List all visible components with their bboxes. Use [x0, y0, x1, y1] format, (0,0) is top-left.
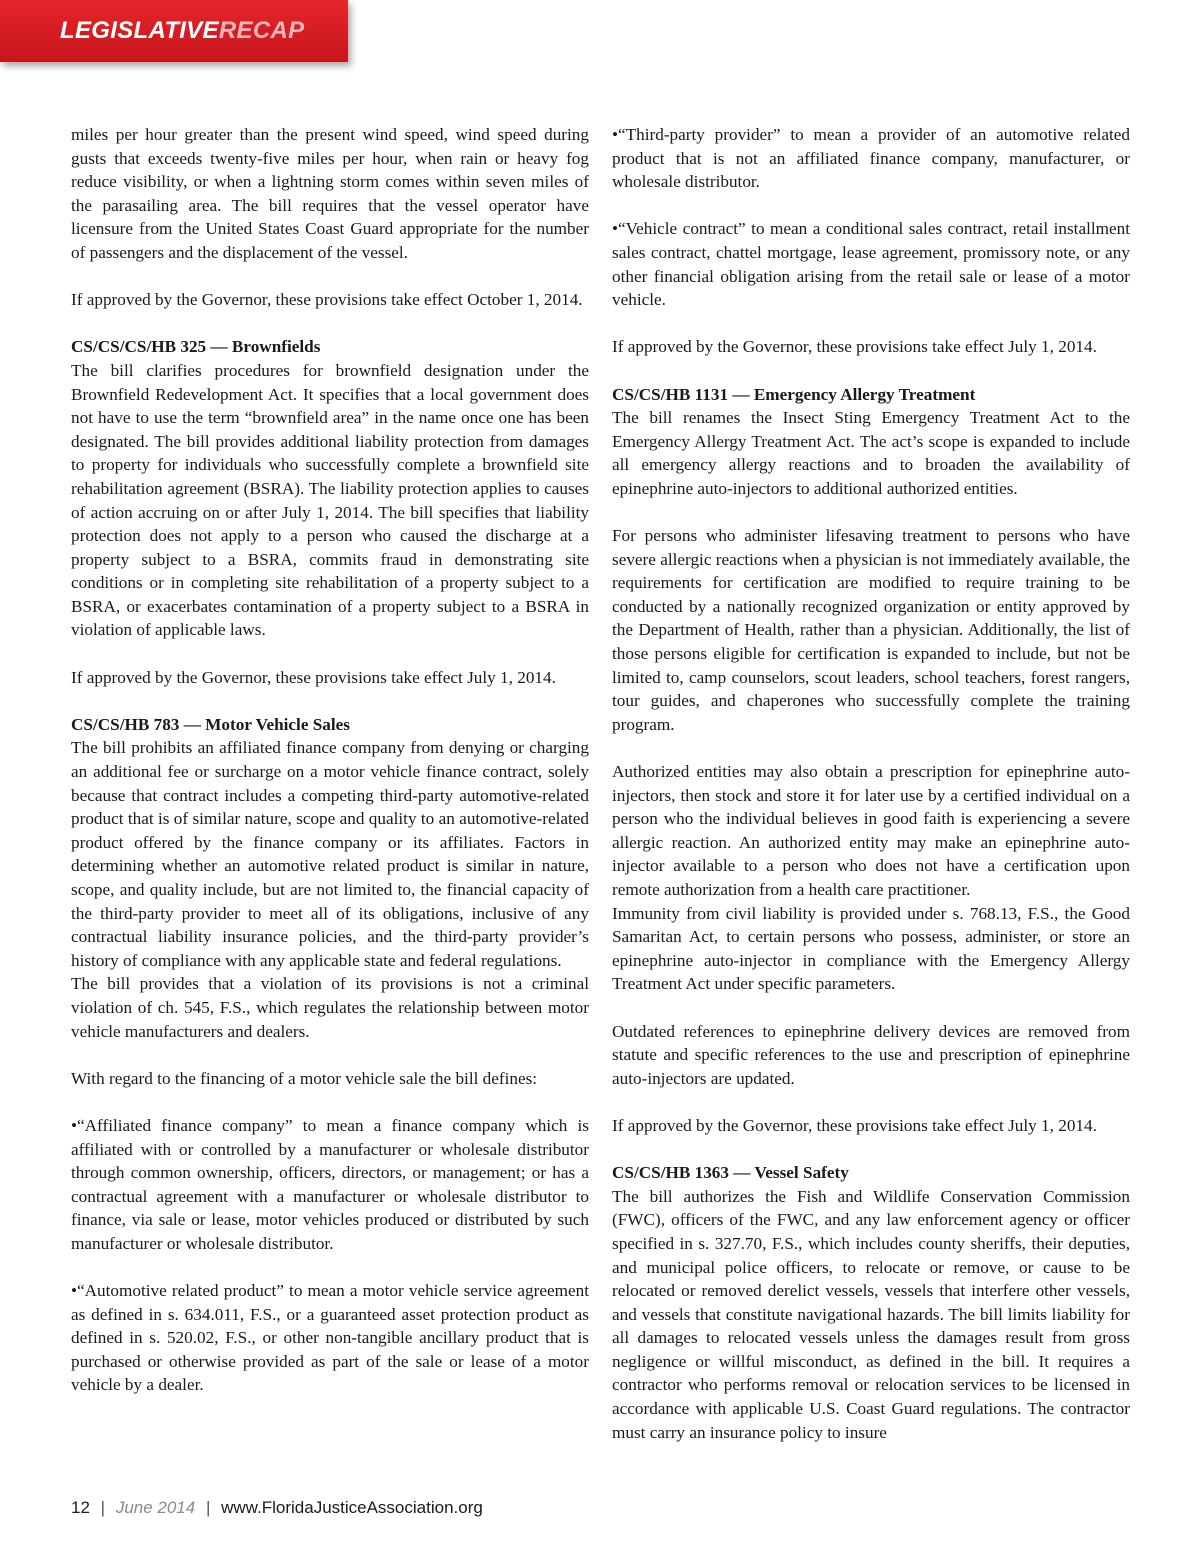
issue-date: June 2014: [115, 1498, 196, 1517]
definition-item: •“Third-party provider” to mean a provider of an automotive related product that is not an affiliated finance company, manufacturer, or wholesale distributor.: [612, 125, 1130, 192]
footer-separator: |: [100, 1498, 106, 1517]
section-title-light: RECAP: [218, 17, 305, 44]
paragraph: For persons who administer lifesaving treatment to persons who have severe allergic reactions when a physician is not immediately available, the requirements for certification are modified to require training to be conducted by a nationally recognized organization or entity approved by the Department of Health, rather than a physician. Additionally, the list of those persons eligible for certification is expanded to include, but not be limited to, camp counselors, scout leaders, school teachers, forest rangers, tour guides, and chaperones who successfully complete the training program.: [612, 526, 1130, 734]
effective-date: If approved by the Governor, these provisions take effect October 1, 2014.: [71, 290, 583, 310]
paragraph: Authorized entities may also obtain a prescription for epinephrine auto-injectors, then stock and store it for later use by a certified individual on a person who the individual believes in good faith is experiencing a severe allergic reaction. An authorized entity may make an epinephrine auto-injector available to a person who does not have a certification upon remote authorization from a health care practitioner.: [612, 762, 1130, 899]
definition-item: •“Vehicle contract” to mean a conditional sales contract, retail installment sales contract, chattel mortgage, lease agreement, promissory note, or any other financial obligation arising from the retail sale or lease of a motor vehicle.: [612, 219, 1130, 310]
paragraph: The bill prohibits an affiliated finance company from denying or charging an additional fee or surcharge on a motor vehicle finance contract, solely because that contract includes a competing third-party automotive-related product that is of similar nature, scope and quality to an automotive-related product offered by the finance company or its affiliates. Factors in determining whether an automotive related product is similar in nature, scope, and quality include, but are not limited to, the financial capacity of the third-party provider to meet all of its obligations, inclusive of any contractual liability insurance policies, and the third-party provider’s history of compliance with any applicable state and federal regulations.: [71, 738, 589, 970]
effective-date: If approved by the Governor, these provisions take effect July 1, 2014.: [612, 337, 1097, 357]
paragraph: Immunity from civil liability is provided under s. 768.13, F.S., the Good Samaritan Act, to certain persons who possess, administer, or store an epinephrine auto-injector in compliance with the Emergency Allergy Treatment Act under specific parameters.: [612, 903, 1130, 994]
bill-heading-emergency-allergy-treatment: CS/CS/HB 1131 — Emergency Allergy Treatment: [612, 384, 976, 404]
effective-date: If approved by the Governor, these provisions take effect July 1, 2014.: [71, 667, 556, 687]
page-number: 12: [71, 1498, 90, 1517]
bill-heading-vessel-safety: CS/CS/HB 1363 — Vessel Safety: [612, 1163, 849, 1183]
page-footer: [71, 1498, 483, 1518]
header-banner: [0, 0, 348, 62]
paragraph: The bill authorizes the Fish and Wildlife Conservation Commission (FWC), officers of the FWC, and any law enforcement agency or officer specified in s. 327.70, F.S., which includes county sheriffs, their deputies, and municipal police officers, to relocate or remove, or cause to be relocated or removed derelict vessels, vessels that interfere other vessels, and vessels that constitute navigational hazards. The bill limits liability for all damages to relocated vessels unless the damages result from gross negligence or willful misconduct, as defined in the bill. It requires a contractor who performs removal or relocation services to be licensed in accordance with applicable U.S. Coast Guard regulations. The contractor must carry an insurance policy to insure: [612, 1186, 1130, 1442]
footer-separator: |: [205, 1498, 211, 1517]
section-title-strong: LEGISLATIVE: [60, 17, 219, 44]
left-column: [71, 123, 589, 1397]
bill-heading-motor-vehicle-sales: CS/CS/HB 783 — Motor Vehicle Sales: [71, 714, 350, 734]
definition-item: •“Affiliated finance company” to mean a finance company which is affiliated with or controlled by a manufacturer or wholesale distributor through common ownership, officers, directors, or management; or has a contractual agreement with a manufacturer or wholesale distributor to finance, via sale or lease, motor vehicles produced or distributed by such manufacturer or wholesale distributor.: [71, 1115, 589, 1253]
paragraph: miles per hour greater than the present wind speed, wind speed during gusts that exceeds twenty-five miles per hour, when rain or heavy fog reduce visibility, or when a lightning storm comes within seven miles of the parasailing area. The bill requires that the vessel operator have licensure from the United States Coast Guard appropriate for the number of passengers and the displacement of the vessel.: [71, 125, 589, 262]
section-title: [60, 17, 304, 45]
paragraph: The bill clarifies procedures for brownfield designation under the Brownfield Redevelopment Act. It specifies that a local government does not have to use the term “brownfield area” in the name once one has been designated. The bill provides additional liability protection from damages to property for individuals who successfully complete a brownfield site rehabilitation agreement (BSRA). The liability protection applies to causes of action accruing on or after July 1, 2014. The bill specifies that liability protection does not apply to a person who caused the discharge at a property subject to a BSRA, commits fraud in demonstrating site conditions or in completing site rehabilitation of a property subject to a BSRA, or exacerbates contamination of a property subject to a BSRA in violation of applicable laws.: [71, 360, 589, 640]
paragraph: The bill renames the Insect Sting Emergency Treatment Act to the Emergency Allergy Treatment Act. The act’s scope is expanded to include all emergency allergy reactions and to broaden the availability of epinephrine auto-injectors to additional authorized entities.: [612, 408, 1130, 498]
right-column: [612, 123, 1130, 1444]
paragraph: The bill provides that a violation of its provisions is not a criminal violation of ch. 545, F.S., which regulates the relationship between motor vehicle manufacturers and dealers.: [71, 974, 589, 1041]
paragraph: With regard to the financing of a motor vehicle sale the bill defines:: [71, 1068, 538, 1088]
website-link[interactable]: www.FloridaJusticeAssociation.org: [221, 1498, 483, 1517]
definition-item: •“Automotive related product” to mean a motor vehicle service agreement as defined in s. 634.011, F.S., or a guaranteed asset protection product as defined in s. 520.02, F.S., or other non-tangible ancillary product that is purchased or otherwise provided as part of the sale or lease of a motor vehicle by a dealer.: [71, 1281, 589, 1395]
bill-heading-brownfields: CS/CS/CS/HB 325 — Brownfields: [71, 337, 321, 357]
effective-date: If approved by the Governor, these provisions take effect July 1, 2014.: [612, 1115, 1097, 1135]
paragraph: Outdated references to epinephrine delivery devices are removed from statute and specific references to the use and prescription of epinephrine auto-injectors are updated.: [612, 1021, 1130, 1088]
